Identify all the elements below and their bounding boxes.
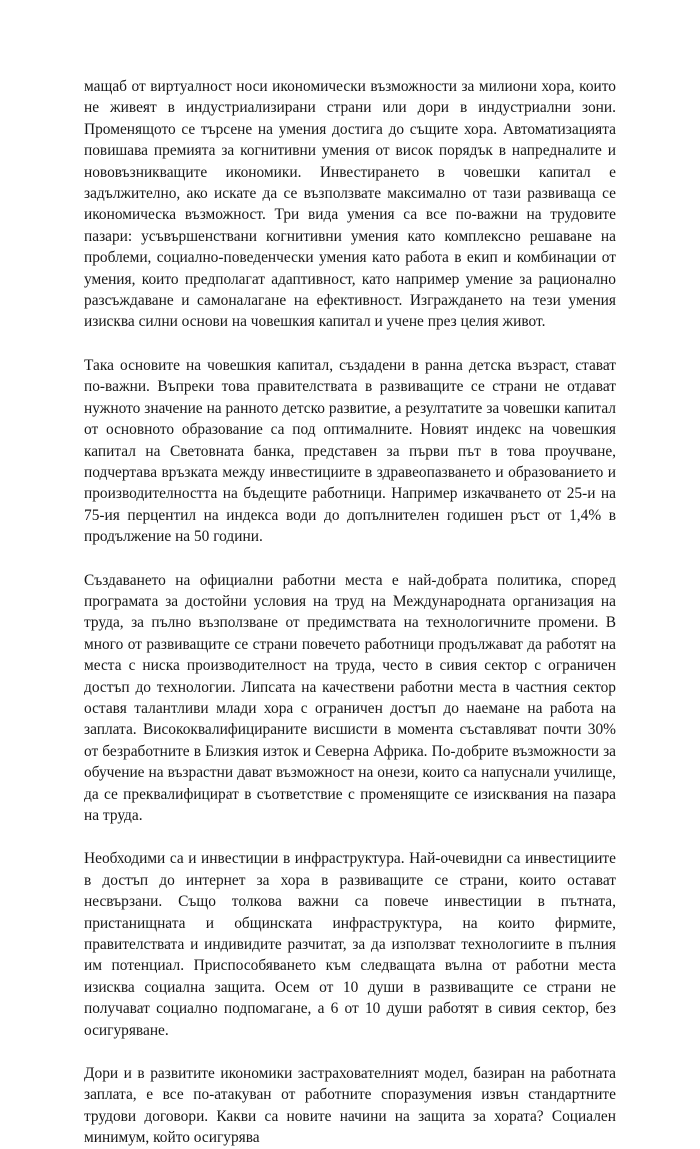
paragraph-3: Създаването на официални работни места е най-добрата политика, според програмата за достойни условия на труд на Международната организация на труда, за пълно възползване от предимствата на технологичните промени. В много от развиващите се страни повечето работници продължават да работят на места с ниска производителност на труда, често в сивия сектор с ограничен достъп до технологии. Липсата на качествени работни места в частния сектор оставя талантливи млади хора с ограничен достъп до наемане на работа на заплата. Висококвалифицираните висшисти в момента съставляват почти 30% от безработните в Близкия изток и Северна Африка. По-добрите възможности за обучение на възрастни дават възможност на онези, които са напуснали училище, да се преквалифицират в съответствие с променящите се изисквания на пазара на труда. [84,571,616,824]
paragraph-2: Така основите на човешкия капитал, създадени в ранна детска възраст, стават по-важни. Въпреки това правителствата в развиващите се страни не отдават нужното значение на ранното детско развитие, а резултатите за човешки капитал от основното образование са под оптималните. Новият индекс на човешкия капитал на Световната банка, представен за първи път в това проучване, подчертава връзката между инвестициите в здравеопазването и образованието и производителността на бъдещите работници. Например изкачването от 25-и на 75-ия перцентил на индекса води до допълнителен годишен ръст от 1,4% в продължение на 50 години. [84,356,616,546]
paragraph-1: мащаб от виртуалност носи икономически възможности за милиони хора, които не живеят в индустриализирани страни или дори в индустриални зони. Променящото се търсене на умения достига до същите хора. Автоматизацията повишава премията за когнитивни умения от висок порядък в напредналите и нововъзникващите икономики. Инвестирането в човешки капитал е задължително, ако искате да се възползвате максимално от тази развиваща се икономическа възможност. Три вида умения са все по-важни на трудовите пазари: усъвършенствани когнитивни умения като комплексно решаване на проблеми, социално-поведенчески умения като работа в екип и комбинации от умения, които предполагат адаптивност, като например умение за рационално разсъждаване и самоналагане на ефективност. Изграждането на тези умения изисква силни основи на човешкия капитал и учене през целия живот. [84,78,616,331]
paragraph-5: Дори и в развитите икономики застрахователният модел, базиран на работната заплата, е все по-атакуван от работните споразумения извън стандартните трудови договори. Какви са новите начини на защита за хората? Социален минимум, който осигурява [84,1065,616,1147]
document-body [84,76,616,1149]
paragraph-4: Необходими са и инвестиции в инфраструктура. Най-очевидни са инвестициите в достъп до интернет за хора в развиващите се страни, които остават несвързани. Също толкова важни са повече инвестиции в пътната, пристанищната и общинската инфраструктура, на които фирмите, правителствата и индивидите разчитат, за да използват технологиите в пълния им потенциал. Приспособяването към следващата вълна от работни места изисква социална защита. Осем от 10 души в развиващите се страни не получават социално подпомагане, а 6 от 10 души работят в сивия сектор, без осигуряване. [84,850,616,1039]
